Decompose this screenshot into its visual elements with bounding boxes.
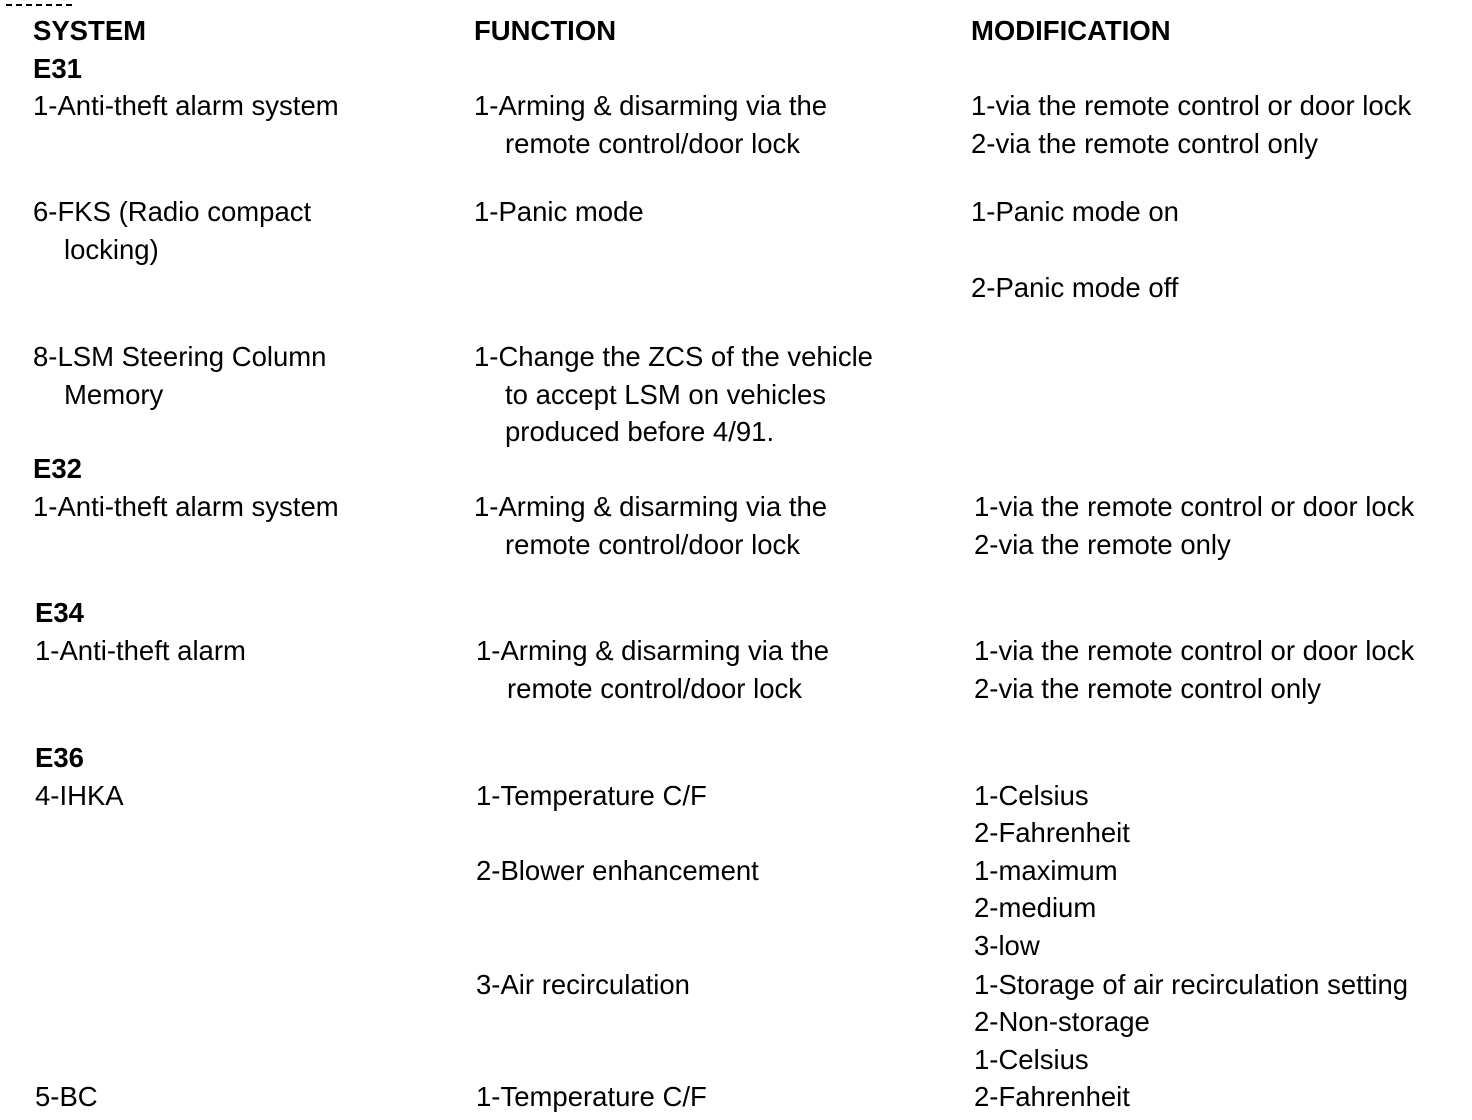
function-text: produced before 4/91. <box>505 416 775 447</box>
system-text: Memory <box>64 379 164 410</box>
modification-text: 1-Celsius <box>974 780 1089 811</box>
modification-text: 1-Storage of air recirculation setting <box>974 969 1409 1000</box>
modification-text: 2-via the remote only <box>974 529 1231 560</box>
function-text: remote control/door lock <box>505 128 800 159</box>
system-text: 1-Anti-theft alarm <box>35 635 246 666</box>
scan-artifact <box>6 4 72 6</box>
modification-text: 2-via the remote control only <box>974 673 1321 704</box>
section-e31: E31 <box>33 53 82 84</box>
modification-text: 1-via the remote control or door lock <box>974 491 1415 522</box>
function-text: 1-Temperature C/F <box>476 780 707 811</box>
modification-text: 2-via the remote control only <box>971 128 1318 159</box>
modification-text: 2-Non-storage <box>974 1006 1150 1037</box>
function-text: 2-Blower enhancement <box>476 855 759 886</box>
system-text: 4-IHKA <box>35 780 124 811</box>
modification-text: 1-Panic mode on <box>971 196 1179 227</box>
modification-text: 2-Fahrenheit <box>974 1081 1130 1112</box>
function-text: remote control/door lock <box>505 529 800 560</box>
function-text: 3-Air recirculation <box>476 969 690 1000</box>
section-e36: E36 <box>35 742 84 773</box>
section-e32: E32 <box>33 453 82 484</box>
modification-text: 1-Celsius <box>974 1044 1089 1075</box>
function-text: 1-Arming & disarming via the <box>474 491 828 522</box>
header-system: SYSTEM <box>33 15 147 46</box>
modification-text: 1-via the remote control or door lock <box>974 635 1415 666</box>
modification-text: 2-Fahrenheit <box>974 817 1130 848</box>
system-text: 6-FKS (Radio compact <box>33 196 312 227</box>
function-text: 1-Arming & disarming via the <box>474 90 828 121</box>
function-text: 1-Change the ZCS of the vehicle <box>474 341 873 372</box>
header-modification: MODIFICATION <box>971 15 1171 46</box>
section-e34: E34 <box>35 597 84 628</box>
system-text: 8-LSM Steering Column <box>33 341 327 372</box>
system-text: 5-BC <box>35 1081 98 1112</box>
function-text: remote control/door lock <box>507 673 802 704</box>
modification-text: 1-via the remote control or door lock <box>971 90 1412 121</box>
modification-text: 1-maximum <box>974 855 1118 886</box>
function-text: 1-Arming & disarming via the <box>476 635 830 666</box>
header-function: FUNCTION <box>474 15 617 46</box>
function-text: to accept LSM on vehicles <box>505 379 827 410</box>
system-text: locking) <box>64 234 159 265</box>
function-text: 1-Panic mode <box>474 196 644 227</box>
system-text: 1-Anti-theft alarm system <box>33 491 339 522</box>
modification-text: 2-medium <box>974 892 1097 923</box>
function-text: 1-Temperature C/F <box>476 1081 707 1112</box>
modification-text: 2-Panic mode off <box>971 272 1179 303</box>
system-text: 1-Anti-theft alarm system <box>33 90 339 121</box>
modification-text: 3-low <box>974 930 1040 961</box>
